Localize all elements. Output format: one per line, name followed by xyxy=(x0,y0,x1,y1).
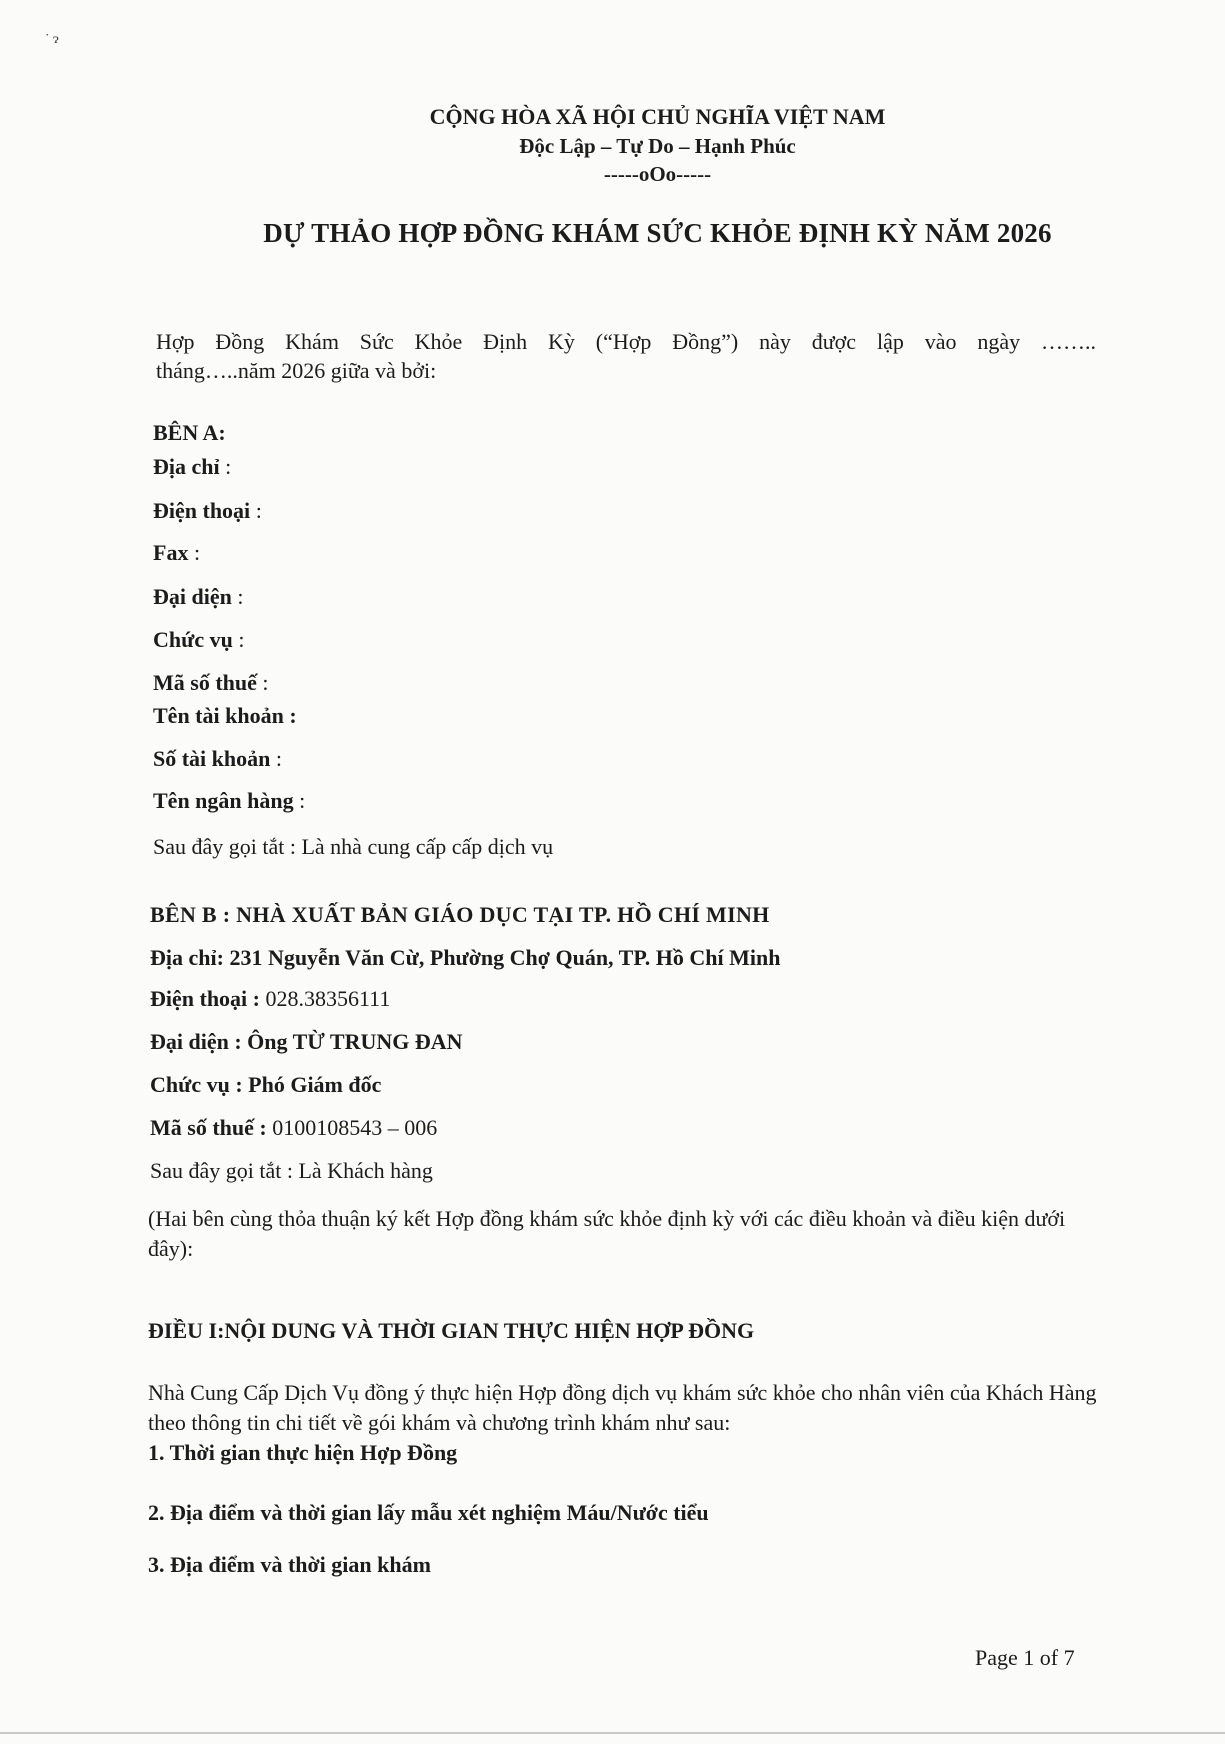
party-a-tax-code xyxy=(153,670,269,696)
document-title: DỰ THẢO HỢP ĐỒNG KHÁM SỨC KHỎE ĐỊNH KỲ NĂM 2026 xyxy=(263,218,1052,248)
party-b-address: Địa chỉ: 231 Nguyễn Văn Cừ, Phường Chợ Quán, TP. Hồ Chí Minh xyxy=(150,945,781,970)
party-a-heading: BÊN A: xyxy=(153,420,226,445)
field-colon: : xyxy=(250,498,262,523)
party-b-representative: Đại diện : Ông TỪ TRUNG ĐAN xyxy=(150,1029,463,1054)
field-label: Chức vụ xyxy=(153,627,233,652)
field-label: Tên ngân hàng xyxy=(153,788,294,813)
party-b-heading: BÊN B : NHÀ XUẤT BẢN GIÁO DỤC TẠI TP. HỒ CHÍ MINH xyxy=(150,902,770,927)
article-1-body: Nhà Cung Cấp Dịch Vụ đồng ý thực hiện Hợp đồng dịch vụ khám sức khỏe cho nhân viên của Khách Hàng theo thông tin chi tiết về gói khám và chương trình khám như sau: xyxy=(148,1380,1097,1435)
page-bottom-edge xyxy=(0,1732,1225,1734)
page-number: Page 1 of 7 xyxy=(975,1645,1075,1670)
article-1-item-1: 1. Thời gian thực hiện Hợp Đồng xyxy=(148,1440,458,1465)
scan-speck: ˙ ɂ xyxy=(45,32,59,47)
field-colon: : xyxy=(293,788,306,813)
article-1-item-3: 3. Địa điểm và thời gian khám xyxy=(148,1552,431,1577)
field-colon: : xyxy=(188,540,201,565)
party-b-hereinafter: Sau đây gọi tắt : Là Khách hàng xyxy=(150,1158,433,1183)
field-colon: : xyxy=(232,627,245,652)
party-a-address xyxy=(153,454,231,480)
header-separator: -----oOo----- xyxy=(603,162,712,186)
party-a-fax xyxy=(153,540,200,566)
field-label: Fax xyxy=(153,540,189,565)
agreement-paragraph: (Hai bên cùng thỏa thuận ký kết Hợp đồng khám sức khỏe định kỳ với các điều khoản và điều kiện dưới đây): xyxy=(148,1206,1066,1261)
field-label: Tên tài khoản : xyxy=(153,703,297,728)
article-1-heading: ĐIỀU I:NỘI DUNG VÀ THỜI GIAN THỰC HIỆN HỢP ĐỒNG xyxy=(148,1318,755,1343)
party-a-phone xyxy=(153,498,262,524)
intro-line-1: Hợp Đồng Khám Sức Khỏe Định Kỳ (“Hợp Đồng”) này được lập vào ngày …….. xyxy=(156,329,1096,354)
national-name: CỘNG HÒA XÃ HỘI CHỦ NGHĨA VIỆT NAM xyxy=(429,104,886,129)
field-label: Điện thoại xyxy=(153,498,251,523)
party-a-representative xyxy=(153,584,243,610)
party-a-bank xyxy=(153,788,305,814)
field-label: Số tài khoản xyxy=(153,746,271,771)
field-label: Mã số thuế xyxy=(153,670,257,695)
intro-line-2: tháng…..năm 2026 giữa và bởi: xyxy=(156,358,437,383)
field-value: 0100108543 – 006 xyxy=(266,1115,438,1140)
field-colon: : xyxy=(270,746,283,771)
field-label: Đại diện xyxy=(153,584,232,609)
field-label: Địa chỉ xyxy=(153,454,220,479)
national-motto: Độc Lập – Tự Do – Hạnh Phúc xyxy=(519,134,796,158)
party-a-hereinafter: Sau đây gọi tắt : Là nhà cung cấp cấp dịch vụ xyxy=(153,834,554,859)
field-colon: : xyxy=(219,454,232,479)
field-colon: : xyxy=(231,584,244,609)
party-a-position xyxy=(153,627,244,653)
party-b-phone xyxy=(150,986,390,1012)
field-label: Mã số thuế : xyxy=(150,1115,267,1140)
party-b-tax-code xyxy=(150,1115,437,1141)
party-a-account-name xyxy=(153,703,297,729)
field-label: Điện thoại : xyxy=(150,986,260,1011)
field-colon: : xyxy=(256,670,269,695)
party-b-position: Chức vụ : Phó Giám đốc xyxy=(150,1072,382,1097)
article-1-item-2: 2. Địa điểm và thời gian lấy mẫu xét nghiệm Máu/Nước tiểu xyxy=(148,1500,709,1525)
field-value: 028.38356111 xyxy=(260,986,391,1011)
party-a-account-number xyxy=(153,746,282,772)
